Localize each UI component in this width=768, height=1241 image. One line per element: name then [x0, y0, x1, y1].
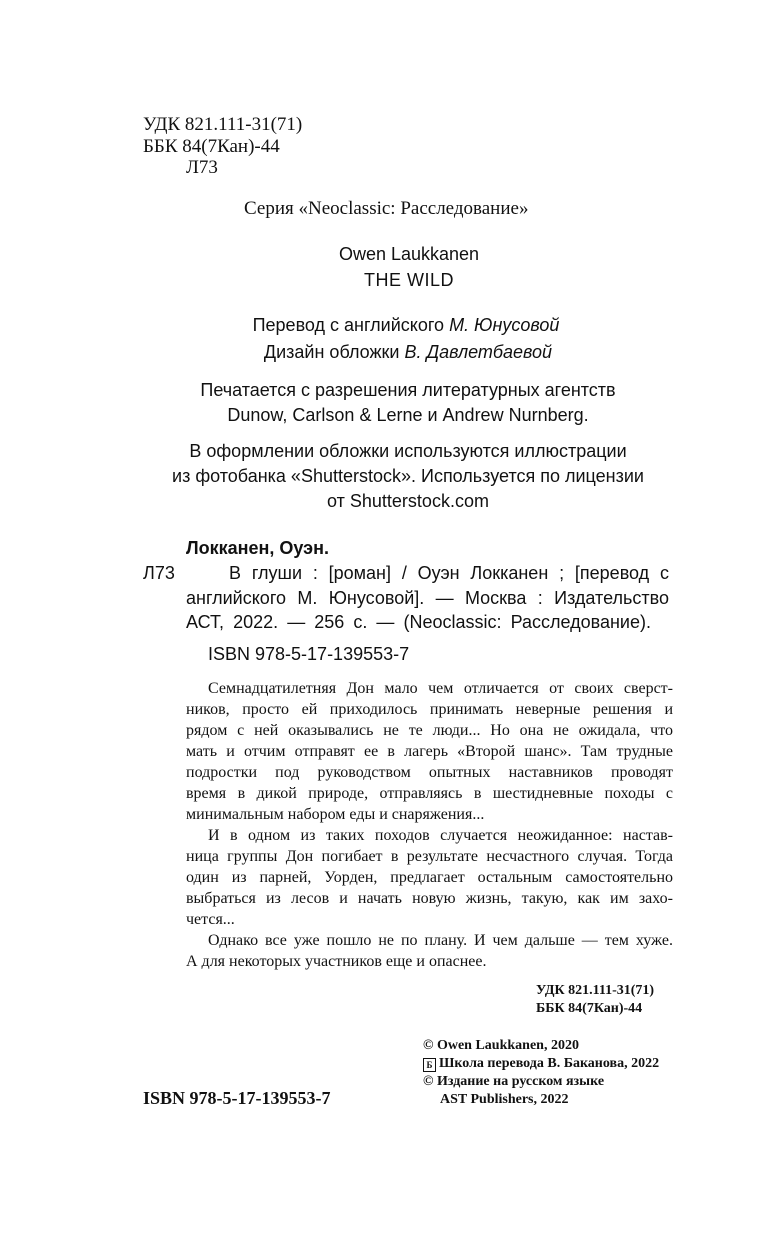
copyright-translation-text: Школа перевода В. Баканова, 2022	[439, 1056, 660, 1071]
cover-note-line-2: из фотобанка «Shutterstock». Используется по лицензии	[172, 466, 644, 486]
annotation-p2-line-1: И в одном из таких походов случается неожиданное: настав-	[208, 827, 673, 844]
catalog-line-1: В глуши : [роман] / Оуэн Локканен ; [перевод с	[229, 563, 669, 583]
annotation-p1-line-5: подростки под руководством опытных наставников проводят	[186, 764, 673, 781]
annotation-p2-line-2: ница группы Дон погибает в результате несчастного случая. Тогда	[186, 848, 673, 865]
cover-note-line-1: В оформлении обложки используются иллюстрации	[189, 441, 627, 461]
bottom-isbn: ISBN 978-5-17-139553-7	[143, 1088, 331, 1108]
copyright-original: © Owen Laukkanen, 2020	[423, 1038, 579, 1053]
annotation-p1-line-1: Семнадцатилетняя Дон мало чем отличается от своих сверст-	[208, 680, 673, 697]
annotation-p1-line-6: время в дикой природе, отправляясь в шестидневные походы с	[186, 785, 673, 802]
catalog-code: Л73	[143, 563, 175, 583]
design-credit	[24, 342, 768, 363]
footer-bbk: ББК 84(7Кан)-44	[536, 1001, 643, 1016]
original-title: THE WILD	[363, 270, 454, 290]
bbk-code: ББК 84(7Кан)-44	[143, 136, 280, 157]
design-prefix: Дизайн обложки	[263, 342, 400, 362]
translation-school-logo-icon: Б	[423, 1058, 436, 1072]
annotation-p1-line-4: мать и отчим отправят ее в лагерь «Второй шанс». Там трудные	[186, 743, 673, 760]
annotation-p3-line-2: А для некоторых участников еще и опаснее.	[186, 953, 487, 970]
author-sign: Л73	[186, 157, 218, 178]
translation-credit	[22, 315, 768, 336]
udk-code: УДК 821.111-31(71)	[143, 114, 303, 135]
series-line: Серия «Neoclassic: Расследование»	[244, 198, 529, 219]
permission-line-1: Печатается с разрешения литературных агентств	[200, 380, 616, 400]
catalog-line-3: АСТ, 2022. — 256 с. — (Neoclassic: Расследование).	[186, 612, 651, 632]
annotation-p2-line-5: чется...	[186, 911, 235, 928]
catalog-line-2: английского М. Юнусовой]. — Москва : Издательство	[186, 588, 669, 608]
cover-note-line-3: от Shutterstock.com	[327, 491, 489, 511]
footer-udk: УДК 821.111-31(71)	[536, 983, 655, 998]
annotation-p2-line-4: выбраться из лесов и начать новую жизнь, такую, как им захо-	[186, 890, 673, 907]
copyright-translation	[423, 1056, 659, 1072]
annotation-p3-line-1: Однако все уже пошло не по плану. И чем дальше — тем хуже.	[208, 932, 673, 949]
translation-prefix: Перевод с английского	[252, 315, 445, 335]
annotation-p1-line-3: рядом с ней оказывались не те люди... Но она не ожидала, что	[186, 722, 673, 739]
catalog-isbn: ISBN 978-5-17-139553-7	[208, 644, 410, 664]
annotation-p1-line-2: ников, просто ей приходилось принимать неверные решения и	[186, 701, 673, 718]
translator-name: М. Юнусовой	[449, 315, 560, 335]
copyright-edition: © Издание на русском языке	[423, 1074, 605, 1089]
designer-name: В. Давлетбаевой	[404, 342, 553, 362]
copyright-publisher: AST Publishers, 2022	[440, 1092, 569, 1107]
annotation-p1-line-7: минимальным набором еды и снаряжения...	[186, 806, 485, 823]
catalog-author-heading: Локканен, Оуэн.	[186, 538, 329, 558]
permission-line-2: Dunow, Carlson & Lerne и Andrew Nurnberg.	[227, 405, 589, 425]
original-author: Owen Laukkanen	[338, 244, 480, 264]
annotation-p2-line-3: один из парней, Уорден, предлагает остальным самостоятельно	[186, 869, 673, 886]
